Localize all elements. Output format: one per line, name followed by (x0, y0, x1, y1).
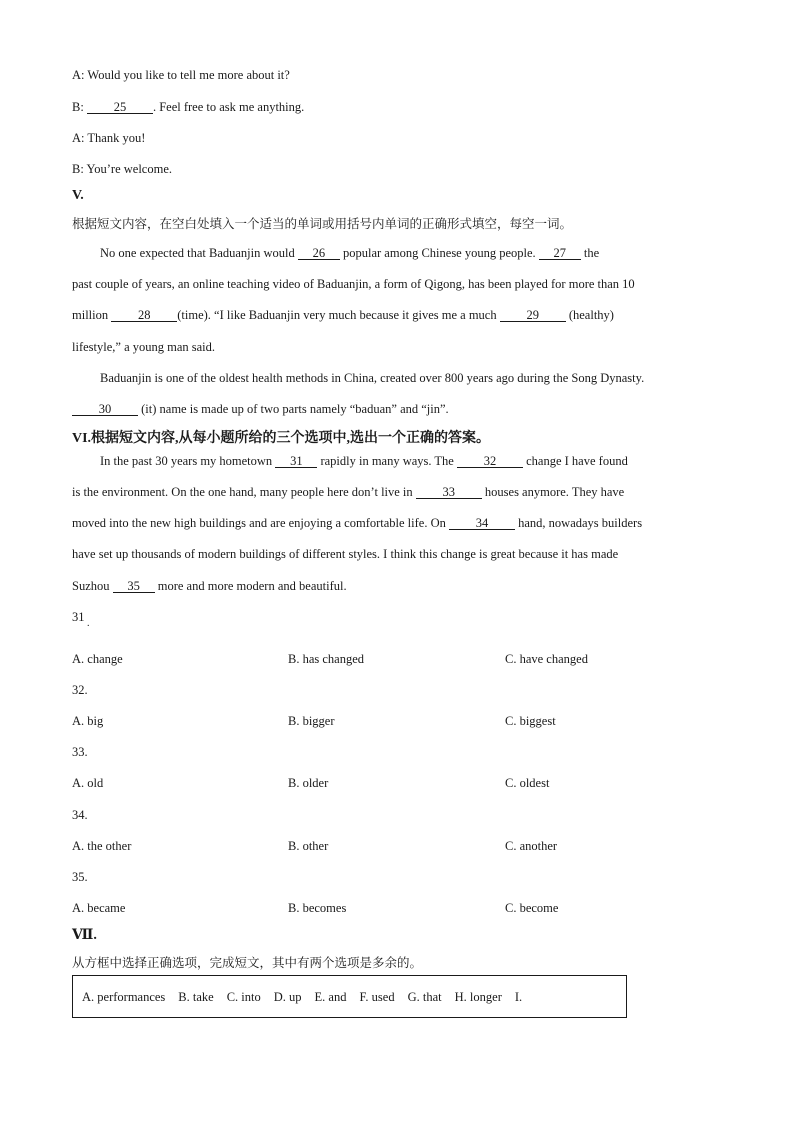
dialogue-text: Thank you! (87, 131, 146, 145)
word-option: A. performances (82, 990, 166, 1004)
word-option: B. take (178, 990, 214, 1004)
option-c[interactable]: C. become (505, 901, 559, 915)
dialogue-text: . Feel free to ask me anything. (152, 100, 305, 114)
section-heading: Ⅶ. (72, 928, 97, 943)
text: is the environment. On the one hand, many people here don’t live in (72, 485, 416, 499)
text: moved into the new high buildings and are enjoying a comfortable life. On (72, 516, 449, 530)
option-a[interactable]: A. the other (72, 839, 132, 853)
text: Suzhou (72, 579, 113, 593)
text: rapidly in many ways. The (317, 454, 457, 468)
word-option: F. used (359, 990, 395, 1004)
option-a[interactable]: A. change (72, 652, 123, 666)
option-b[interactable]: B. becomes (288, 901, 347, 915)
option-a[interactable]: A. became (72, 901, 126, 915)
word-bank-box (72, 975, 627, 1018)
option-a[interactable]: A. old (72, 776, 104, 790)
question-number: 35. (72, 870, 88, 884)
paragraph-line: lifestyle,” a young man said. (72, 340, 216, 354)
blank-33[interactable]: 33 (416, 486, 482, 499)
blank-35[interactable]: 35 (113, 580, 155, 593)
section-heading: VI.根据短文内容,从每小题所给的三个选项中,选出一个正确的答案。 (72, 431, 491, 446)
blank-29[interactable]: 29 (500, 309, 566, 322)
question-number: 32. (72, 683, 88, 697)
option-b[interactable]: B. bigger (288, 714, 335, 728)
paragraph-line (72, 516, 642, 531)
paragraph-line (100, 454, 628, 469)
blank-30[interactable]: 30 (72, 403, 138, 416)
dialogue-line (72, 162, 172, 177)
blank-28[interactable]: 28 (111, 309, 177, 322)
blank-26[interactable]: 26 (298, 247, 340, 260)
paragraph-line (72, 402, 449, 417)
dialogue-text: Would you like to tell me more about it? (87, 68, 290, 82)
dialogue-line (72, 100, 304, 115)
word-option: C. into (226, 990, 261, 1004)
section-heading: V. (72, 188, 84, 203)
paragraph-line: Baduanjin is one of the oldest health methods in China, created over 800 years ago during the Song Dynasty. (100, 371, 645, 385)
speaker-label: A: (72, 131, 85, 145)
question-number: 33. (72, 745, 88, 759)
word-option: D. up (273, 990, 302, 1004)
blank-34[interactable]: 34 (449, 517, 515, 530)
dialogue-line (72, 131, 145, 146)
option-a[interactable]: A. big (72, 714, 104, 728)
option-c[interactable]: C. oldest (505, 776, 550, 790)
text: (healthy) (565, 308, 614, 322)
question-number: 34. (72, 808, 88, 822)
text: change I have found (523, 454, 628, 468)
dialogue-text: You’re welcome. (86, 162, 173, 176)
word-bank (82, 990, 535, 1005)
paragraph-line (72, 485, 624, 500)
paragraph-line (72, 579, 347, 594)
option-b[interactable]: B. other (288, 839, 329, 853)
text: hand, nowadays builders (515, 516, 643, 530)
blank-31[interactable]: 31 (275, 455, 317, 468)
paragraph-line: past couple of years, an online teaching video of Baduanjin, a form of Qigong, has been played for more than 10 (72, 277, 635, 291)
option-b[interactable]: B. older (288, 776, 329, 790)
paragraph-line (72, 308, 614, 323)
paragraph-line (100, 246, 599, 261)
blank-27[interactable]: 27 (539, 247, 581, 260)
text: 31 (72, 610, 85, 624)
text: the (580, 246, 600, 260)
blank-25[interactable]: 25 (87, 101, 153, 114)
word-option: I. (514, 990, 523, 1004)
question-dot: . (87, 618, 90, 629)
text: popular among Chinese young people. (339, 246, 539, 260)
speaker-label: B: (72, 162, 84, 176)
speaker-label: B: (72, 100, 84, 114)
text: No one expected that Baduanjin would (100, 246, 298, 260)
text: In the past 30 years my hometown (100, 454, 276, 468)
option-c[interactable]: C. biggest (505, 714, 556, 728)
blank-32[interactable]: 32 (457, 455, 523, 468)
text: (time). “I like Baduanjin very much because it gives me a much (177, 308, 500, 322)
dialogue-line (72, 68, 290, 83)
section-instruction: 根据短文内容，在空白处填入一个适当的单词或用括号内单词的正确形式填空，每空一词。 (72, 217, 573, 231)
question-number (72, 610, 85, 625)
text: houses anymore. They have (481, 485, 625, 499)
option-b[interactable]: B. has changed (288, 652, 365, 666)
option-c[interactable]: C. have changed (505, 652, 588, 666)
paragraph-line: have set up thousands of modern buildings of different styles. I think this change is great because it has made (72, 547, 619, 561)
section-instruction: 从方框中选择正确选项，完成短文，其中有两个选项是多余的。 (72, 956, 423, 970)
text: (it) name is made up of two parts namely “baduan” and “jin”. (138, 402, 449, 416)
option-c[interactable]: C. another (505, 839, 558, 853)
text: million (72, 308, 112, 322)
word-option: E. and (314, 990, 347, 1004)
speaker-label: A: (72, 68, 85, 82)
word-option: H. longer (454, 990, 502, 1004)
word-option: G. that (407, 990, 442, 1004)
text: more and more modern and beautiful. (154, 579, 347, 593)
